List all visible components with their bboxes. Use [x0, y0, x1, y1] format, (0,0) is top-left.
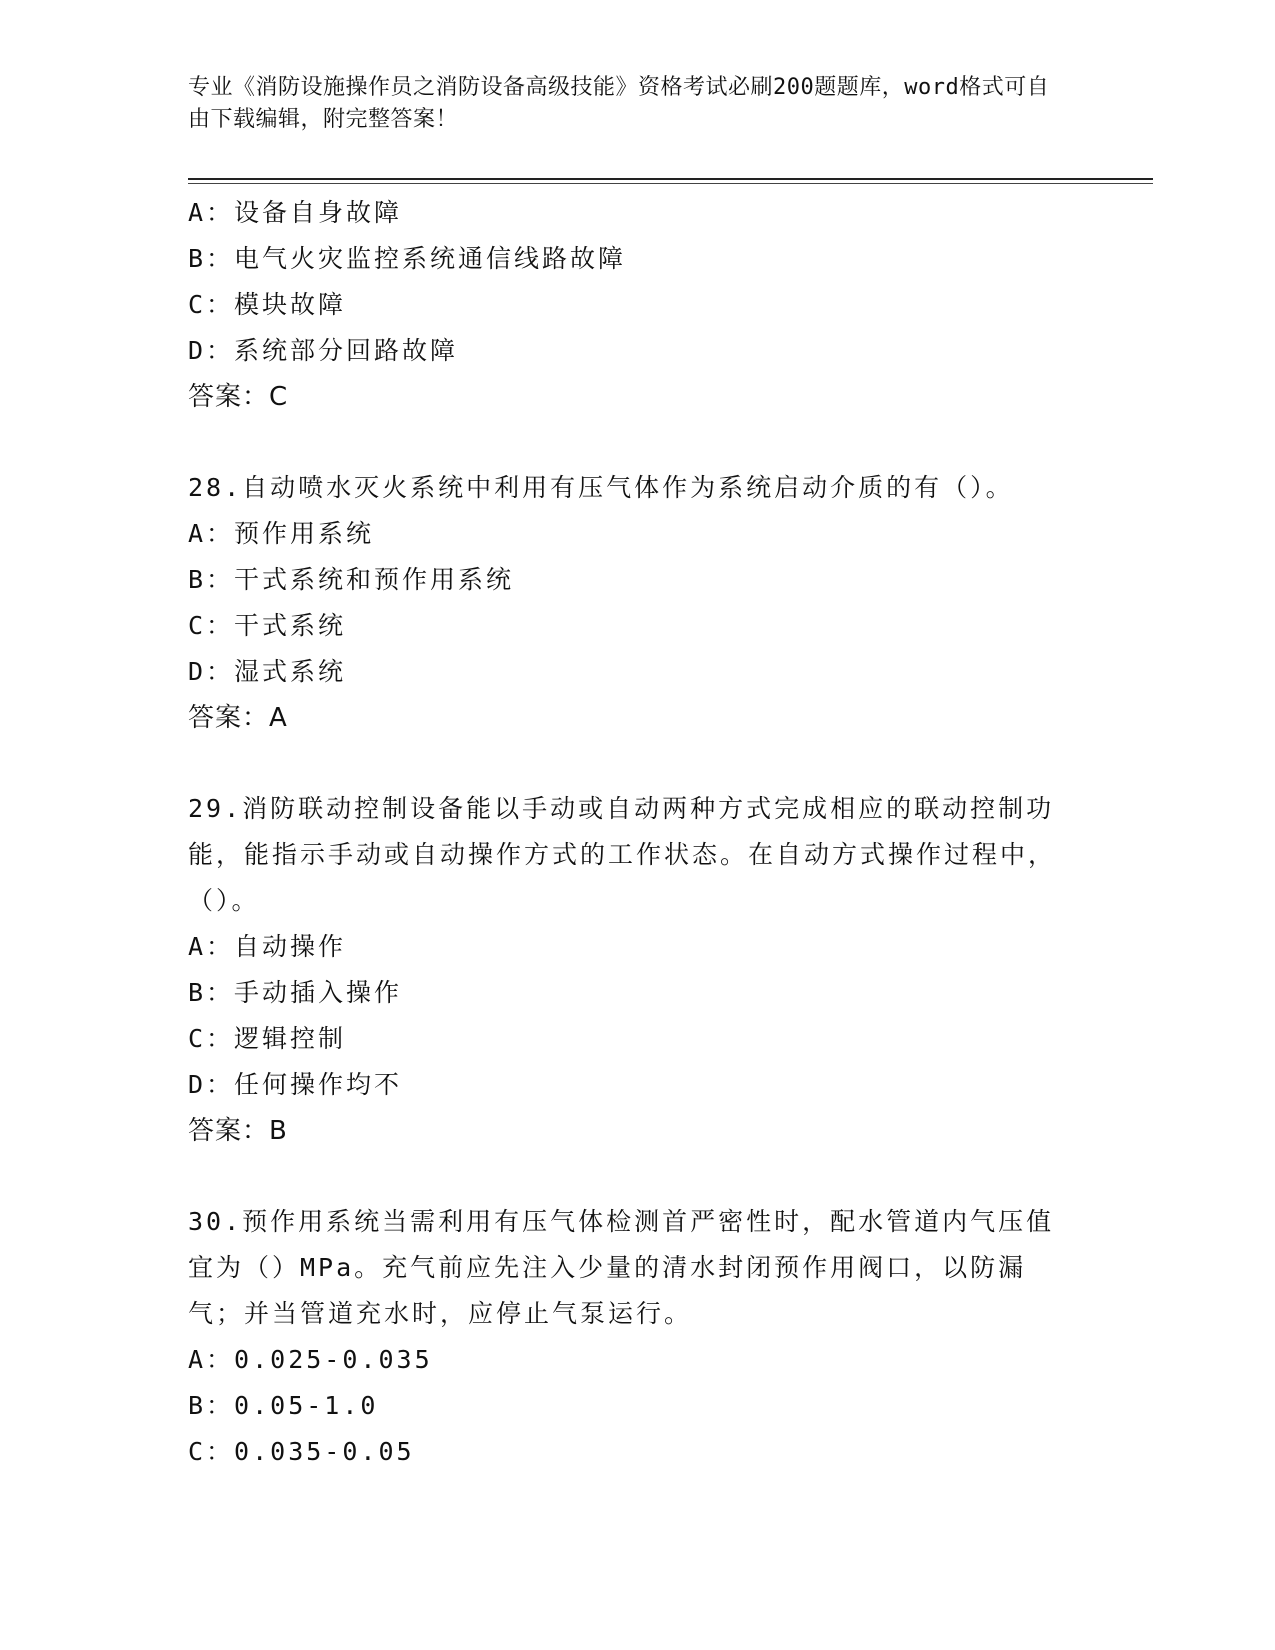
option-d: D：系统部分回路故障: [188, 336, 459, 365]
option-c: C：0.035-0.05: [188, 1437, 415, 1466]
spacer: [188, 1154, 1088, 1199]
answer-text: 答案：B: [188, 1116, 288, 1146]
option-a: A：设备自身故障: [188, 198, 403, 227]
option-a: A：预作用系统: [188, 519, 375, 548]
question-27-block: [188, 190, 1088, 420]
document-header: 专业《消防设施操作员之消防设备高级技能》资格考试必刷200题题库，word格式可自由下载编辑，附完整答案！: [188, 75, 1050, 132]
question-stem: 29.消防联动控制设备能以手动或自动两种方式完成相应的联动控制功能，能指示手动或自动操作方式的工作状态。在自动方式操作过程中，（）。: [188, 794, 1057, 915]
option-a: A：自动操作: [188, 932, 347, 961]
option-b: B：电气火灾监控系统通信线路故障: [188, 244, 627, 273]
option-b: B：干式系统和预作用系统: [188, 565, 515, 594]
answer-text: 答案：A: [188, 703, 288, 733]
option-c: C：干式系统: [188, 611, 347, 640]
question-28-block: [188, 465, 1088, 741]
header-divider-thin: [188, 183, 1153, 184]
answer-text: 答案：C: [188, 382, 289, 412]
option-d: D：任何操作均不: [188, 1070, 403, 1099]
question-stem: 28.自动喷水灭火系统中利用有压气体作为系统启动介质的有（）。: [188, 473, 1014, 502]
spacer: [188, 420, 1088, 465]
question-30-block: [188, 1199, 1088, 1475]
question-stem: 30.预作用系统当需利用有压气体检测首严密性时，配水管道内气压值宜为（）MPa。充气前应先注入少量的清水封闭预作用阀口，以防漏气；并当管道充水时，应停止气泵运行。: [188, 1207, 1055, 1328]
option-a: A：0.025-0.035: [188, 1345, 433, 1374]
spacer: [188, 741, 1088, 786]
option-c: C：逻辑控制: [188, 1024, 347, 1053]
question-list: [188, 190, 1088, 1475]
option-b: B：手动插入操作: [188, 978, 403, 1007]
option-b: B：0.05-1.0: [188, 1391, 379, 1420]
header-divider: [188, 178, 1153, 180]
option-d: D：湿式系统: [188, 657, 347, 686]
question-29-block: [188, 786, 1088, 1154]
option-c: C：模块故障: [188, 290, 347, 319]
